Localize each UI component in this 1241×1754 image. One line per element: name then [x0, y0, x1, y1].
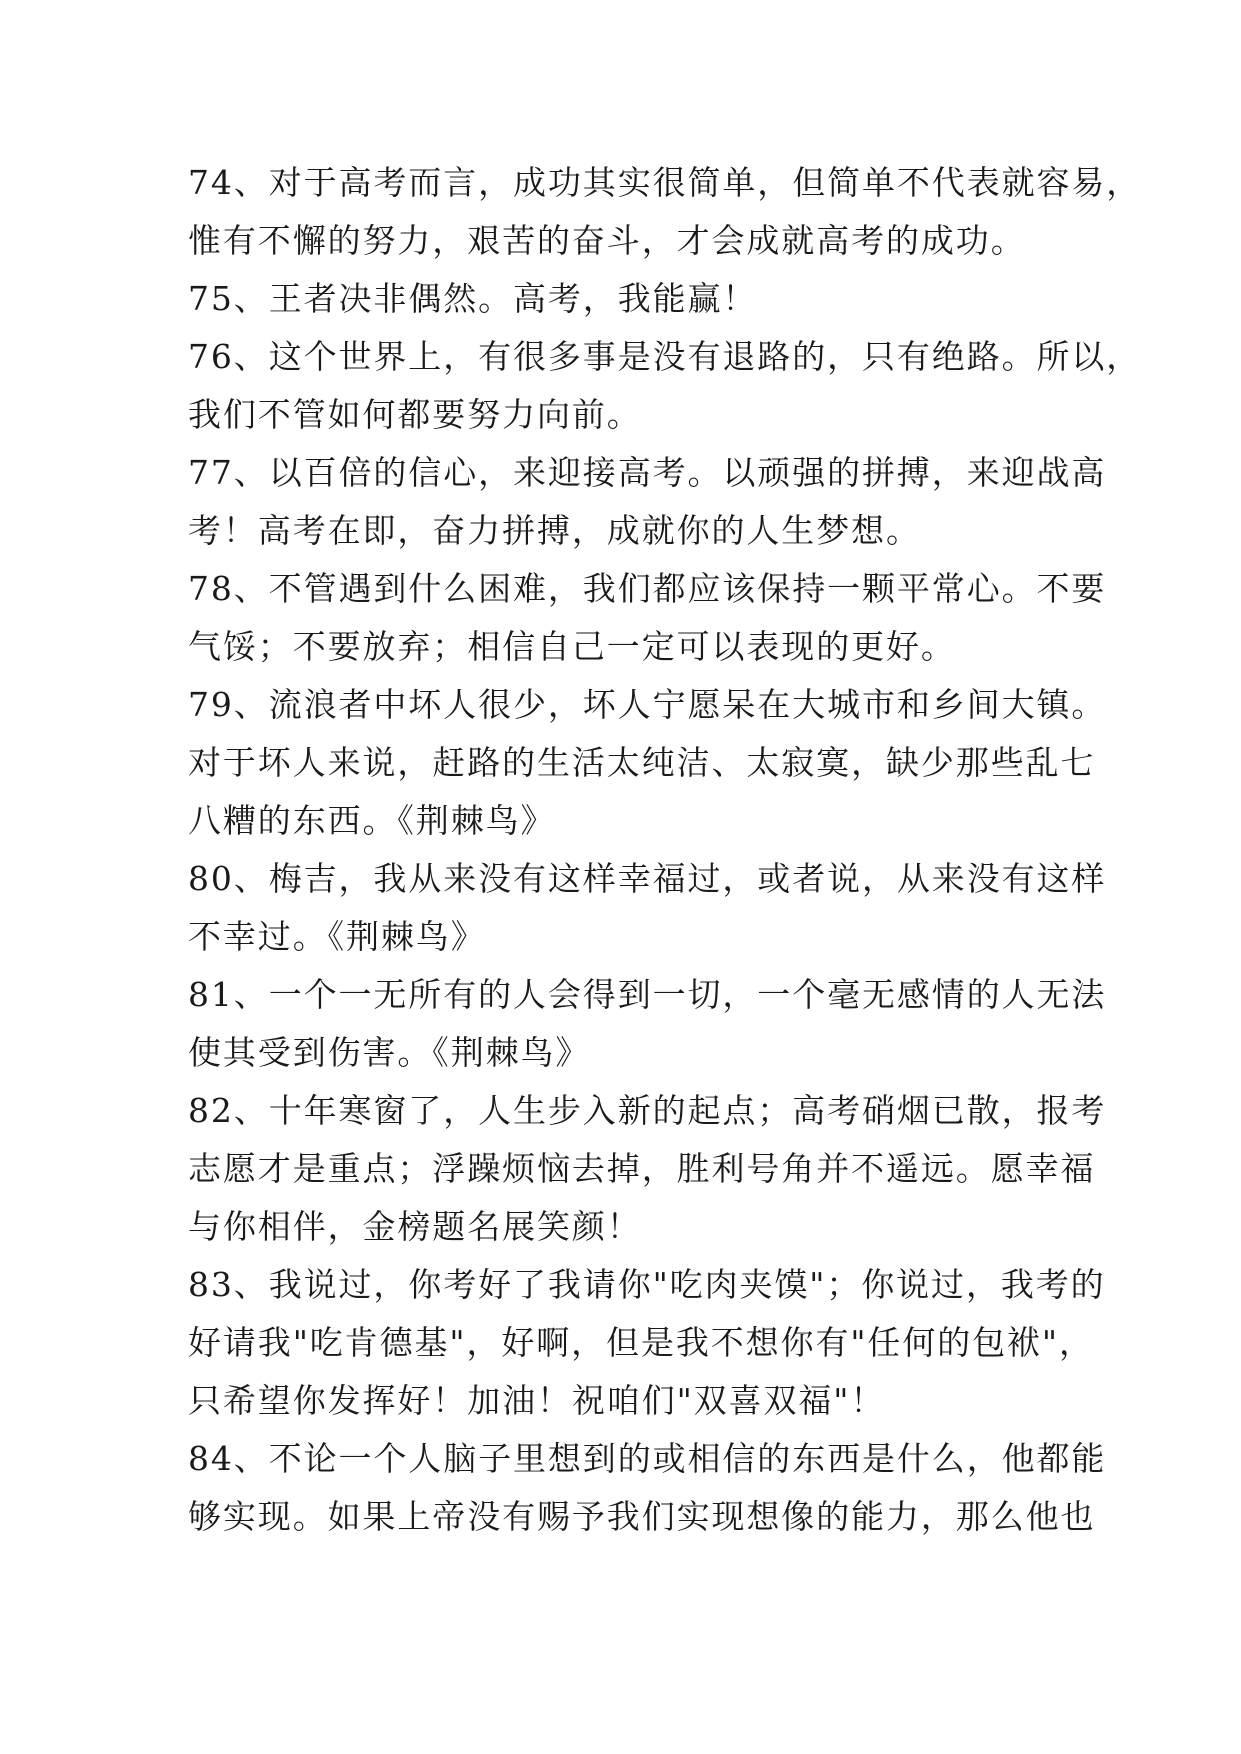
- text-line: 77、以百倍的信心，来迎接高考。以顽强的拼搏，来迎战高: [188, 453, 1107, 492]
- text-line: 够实现。如果上帝没有赐予我们实现想像的能力，那么他也: [188, 1497, 1096, 1536]
- text-line: 好请我"吃肯德基"，好啊，但是我不想你有"任何的包袱"，: [188, 1323, 1094, 1362]
- text-line: 75、王者决非偶然。高考，我能赢！: [188, 279, 758, 318]
- text-line: 八糟的东西。《荆棘鸟》: [188, 801, 556, 840]
- text-line: 81、一个一无所有的人会得到一切，一个毫无感情的人无法: [188, 975, 1107, 1014]
- text-line: 气馁；不要放弃；相信自己一定可以表现的更好。: [188, 627, 956, 666]
- text-line: 74、对于高考而言，成功其实很简单，但简单不代表就容易，: [188, 163, 1142, 202]
- text-line: 惟有不懈的努力，艰苦的奋斗，才会成就高考的成功。: [188, 221, 1026, 260]
- text-line: 我们不管如何都要努力向前。: [188, 395, 642, 434]
- text-line: 对于坏人来说，赶路的生活太纯洁、太寂寞，缺少那些乱七: [188, 743, 1096, 782]
- text-line: 84、不论一个人脑子里想到的或相信的东西是什么，他都能: [188, 1439, 1107, 1478]
- text-line: 志愿才是重点；浮躁烦恼去掉，胜利号角并不遥远。愿幸福: [188, 1149, 1096, 1188]
- text-line: 80、梅吉，我从来没有这样幸福过，或者说，从来没有这样: [188, 859, 1107, 898]
- text-line: 考！高考在即，奋力拼搏，成就你的人生梦想。: [188, 511, 921, 550]
- text-line: 与你相伴，金榜题名展笑颜！: [188, 1207, 642, 1246]
- text-line: 只希望你发挥好！加油！祝咱们"双喜双福"！: [188, 1381, 886, 1420]
- text-line: 使其受到伤害。《荆棘鸟》: [188, 1033, 591, 1072]
- text-line: 76、这个世界上，有很多事是没有退路的，只有绝路。所以，: [188, 337, 1142, 376]
- text-line: 不幸过。《荆棘鸟》: [188, 917, 486, 956]
- text-line: 82、十年寒窗了，人生步入新的起点；高考硝烟已散，报考: [188, 1091, 1107, 1130]
- text-line: 83、我说过，你考好了我请你"吃肉夹馍"；你说过，我考的: [188, 1265, 1106, 1304]
- text-line: 78、不管遇到什么困难，我们都应该保持一颗平常心。不要: [188, 569, 1107, 608]
- text-line: 79、流浪者中坏人很少，坏人宁愿呆在大城市和乡间大镇。: [188, 685, 1107, 724]
